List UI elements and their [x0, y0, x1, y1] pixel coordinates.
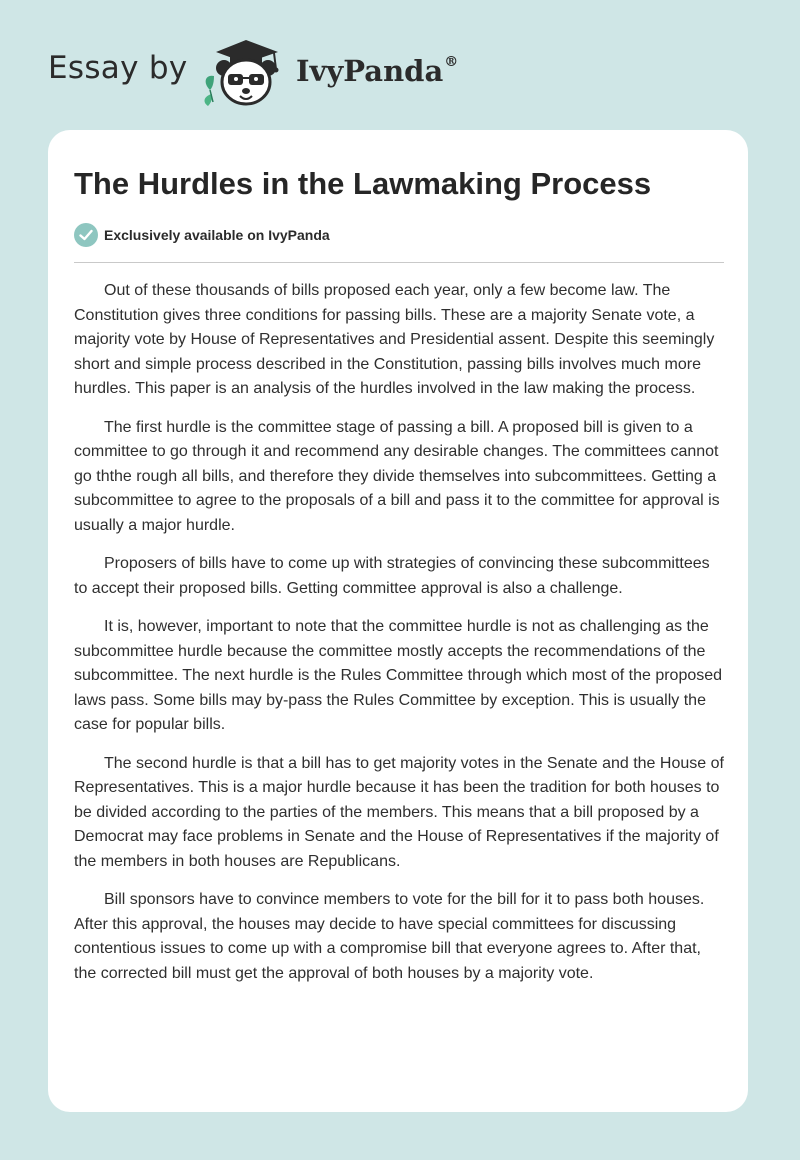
essay-card: [48, 130, 748, 1112]
paragraph: The first hurdle is the committee stage of passing a bill. A proposed bill is given to a committee to go through it and recommend any desirable changes. The committees cannot go ththe rough all bills, and therefore they divide themselves into subcommittees. Getting a subcommittee to agree to the proposals of a bill and pass it to the committee for approval is usually a major hurdle.: [74, 418, 720, 534]
badge-label: Exclusively available on IvyPanda: [104, 227, 330, 243]
title-divider: [74, 262, 724, 263]
essay-by-label: Essay by: [48, 50, 188, 86]
site-header: [0, 0, 800, 130]
page-title: The Hurdles in the Lawmaking Process: [74, 166, 652, 201]
panda-logo-icon[interactable]: [200, 36, 292, 108]
registered-mark: ®: [444, 54, 459, 71]
brand-text: IvyPanda: [296, 54, 444, 88]
paragraph: Bill sponsors have to convince members to vote for the bill for it to pass both houses. After this approval, the houses may decide to have special committees for discussing contentious issues to come up with a compromise bill that everyone agrees to. After that, the corrected bill must get the approval of both houses by a majority vote.: [74, 891, 705, 982]
paragraph: The second hurdle is that a bill has to get majority votes in the Senate and the House of Representatives. This is a major hurdle because it has been the tradition for both houses to be divided according to the parties of the members. This means that a bill proposed by a Democrat may face problems in Senate and the House of Representatives if the majority of the members in both houses are Republicans.: [74, 754, 724, 870]
paragraph: Out of these thousands of bills proposed each year, only a few become law. The Constitution gives three conditions for passing bills. These are a majority Senate vote, a majority vote by House of Representatives and Presidential assent. Despite this seemingly short and simple process described in the Constitution, passing bills involves much more hurdles. This paper is an analysis of the hurdles involved in the law making the process.: [74, 282, 715, 397]
exclusive-badge: [74, 222, 330, 248]
paragraph: Proposers of bills have to come up with strategies of convincing these subcommittees to accept their proposed bills. Getting committee approval is also a challenge.: [74, 555, 710, 597]
essay-body: [74, 279, 726, 1000]
brand-name[interactable]: [296, 54, 458, 88]
check-icon: [74, 223, 98, 247]
paragraph: It is, however, important to note that the committee hurdle is not as challenging as the subcommittee hurdle because the committee mostly accepts the recommendations of the subcommittee. The next hurdle is the Rules Committee through which most of the proposed laws pass. Some bills may by-pass the Rules Committee by exception. This is usually the case for popular bills.: [74, 618, 723, 733]
